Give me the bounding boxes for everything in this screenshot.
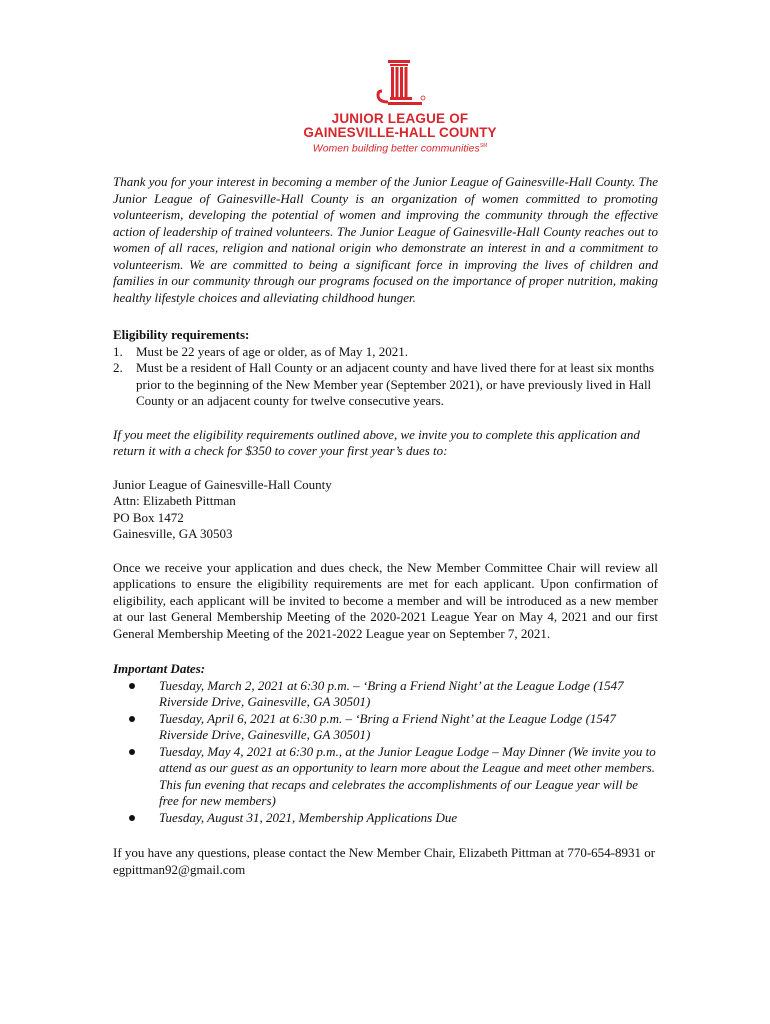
- list-item: [113, 344, 658, 361]
- list-item-text: Must be a resident of Hall County or an adjacent county and have lived there for at least six months prior to the beginning of the New Member year (September 2021), or have previously lived in Hall County or an adjacent county for twelve consecutive years.: [136, 360, 655, 408]
- contact-paragraph: If you have any questions, please contact the New Member Chair, Elizabeth Pittman at 770-654-8931 or egpittman92@gmail.com: [113, 845, 656, 877]
- list-item-text: Must be 22 years of age or older, as of May 1, 2021.: [136, 343, 409, 359]
- logo-line-1: JUNIOR LEAGUE OF: [331, 111, 469, 126]
- list-item-text: Tuesday, August 31, 2021, Membership Applications Due: [159, 809, 458, 825]
- bullet-icon: [129, 716, 135, 722]
- logo-line-2: GAINESVILLE-HALL COUNTY: [303, 125, 497, 140]
- important-dates-list: [113, 678, 658, 827]
- address-line: Gainesville, GA 30503: [113, 526, 233, 541]
- list-item-text: Tuesday, May 4, 2021 at 6:30 p.m., at the Junior League Lodge – May Dinner (We invite you to attend as our guest as an opportunity to learn more about the League and meet other members. This fun evening that recaps and celebrates the accomplishments of our League year will be free for new members): [159, 743, 656, 808]
- letter-body: [113, 174, 658, 878]
- mailing-address: [113, 477, 658, 543]
- jl-column-logo-icon: [370, 58, 430, 110]
- list-number: 1.: [113, 343, 123, 359]
- eligibility-list: [113, 344, 658, 410]
- list-item: [113, 678, 658, 711]
- list-number: 2.: [113, 360, 123, 375]
- address-line: PO Box 1472: [113, 509, 184, 525]
- bullet-icon: [129, 683, 135, 689]
- address-line: Attn: Elizabeth Pittman: [113, 493, 236, 508]
- logo-tagline: [300, 140, 500, 155]
- eligibility-heading: Eligibility requirements:: [113, 327, 250, 342]
- intro-paragraph: Thank you for your interest in becoming a member of the Junior League of Gainesville-Hall County. The Junior League of Gainesville-Hall County is an organization of women committed to promoting volunteerism, developing the potential of women and improving the community through the effective action of leadership of trained volunteers. The Junior League of Gainesville-Hall County reaches out to women of all races, religion and national origin who demonstrate an interest in and a commitment to volunteerism. We are committed to being a significant force in improving the lives of children and families in our community through our programs focused on the importance of proper nutrition, making healthy lifestyle choices and alleviating childhood hunger.: [113, 174, 658, 305]
- important-dates-heading: Important Dates:: [113, 661, 206, 676]
- list-item: [113, 744, 658, 810]
- address-line: Junior League of Gainesville-Hall County: [113, 476, 332, 492]
- bullet-icon: [129, 815, 135, 821]
- logo-tagline-text: Women building better communities: [312, 142, 480, 155]
- invite-paragraph: If you meet the eligibility requirements outlined above, we invite you to complete this application and return it with a check for $350 to cover your first year’s dues to:: [113, 426, 640, 458]
- list-item-text: Tuesday, April 6, 2021 at 6:30 p.m. – ‘Bring a Friend Night’ at the League Lodge (1547 Riverside Drive, Gainesville, GA 30501): [159, 710, 616, 742]
- list-item: [113, 810, 658, 827]
- list-item-text: Tuesday, March 2, 2021 at 6:30 p.m. – ‘Bring a Friend Night’ at the League Lodge (1547 Riverside Drive, Gainesville, GA 30501): [159, 677, 624, 709]
- review-paragraph: Once we receive your application and dues check, the New Member Committee Chair will review all applications to ensure the eligibility requirements are met for each applicant. Upon confirmation of eligibility, each applicant will be invited to become a member and will be introduced as a new member at our last General Membership Meeting of the 2020-2021 League Year on May 4, 2021 and our first General Membership Meeting of the 2021-2022 League year on September 7, 2021.: [113, 559, 658, 641]
- list-item: [113, 360, 658, 410]
- list-item: [113, 711, 658, 744]
- bullet-icon: [129, 749, 135, 755]
- service-mark: SM: [479, 143, 488, 149]
- junior-league-logo: [300, 58, 500, 155]
